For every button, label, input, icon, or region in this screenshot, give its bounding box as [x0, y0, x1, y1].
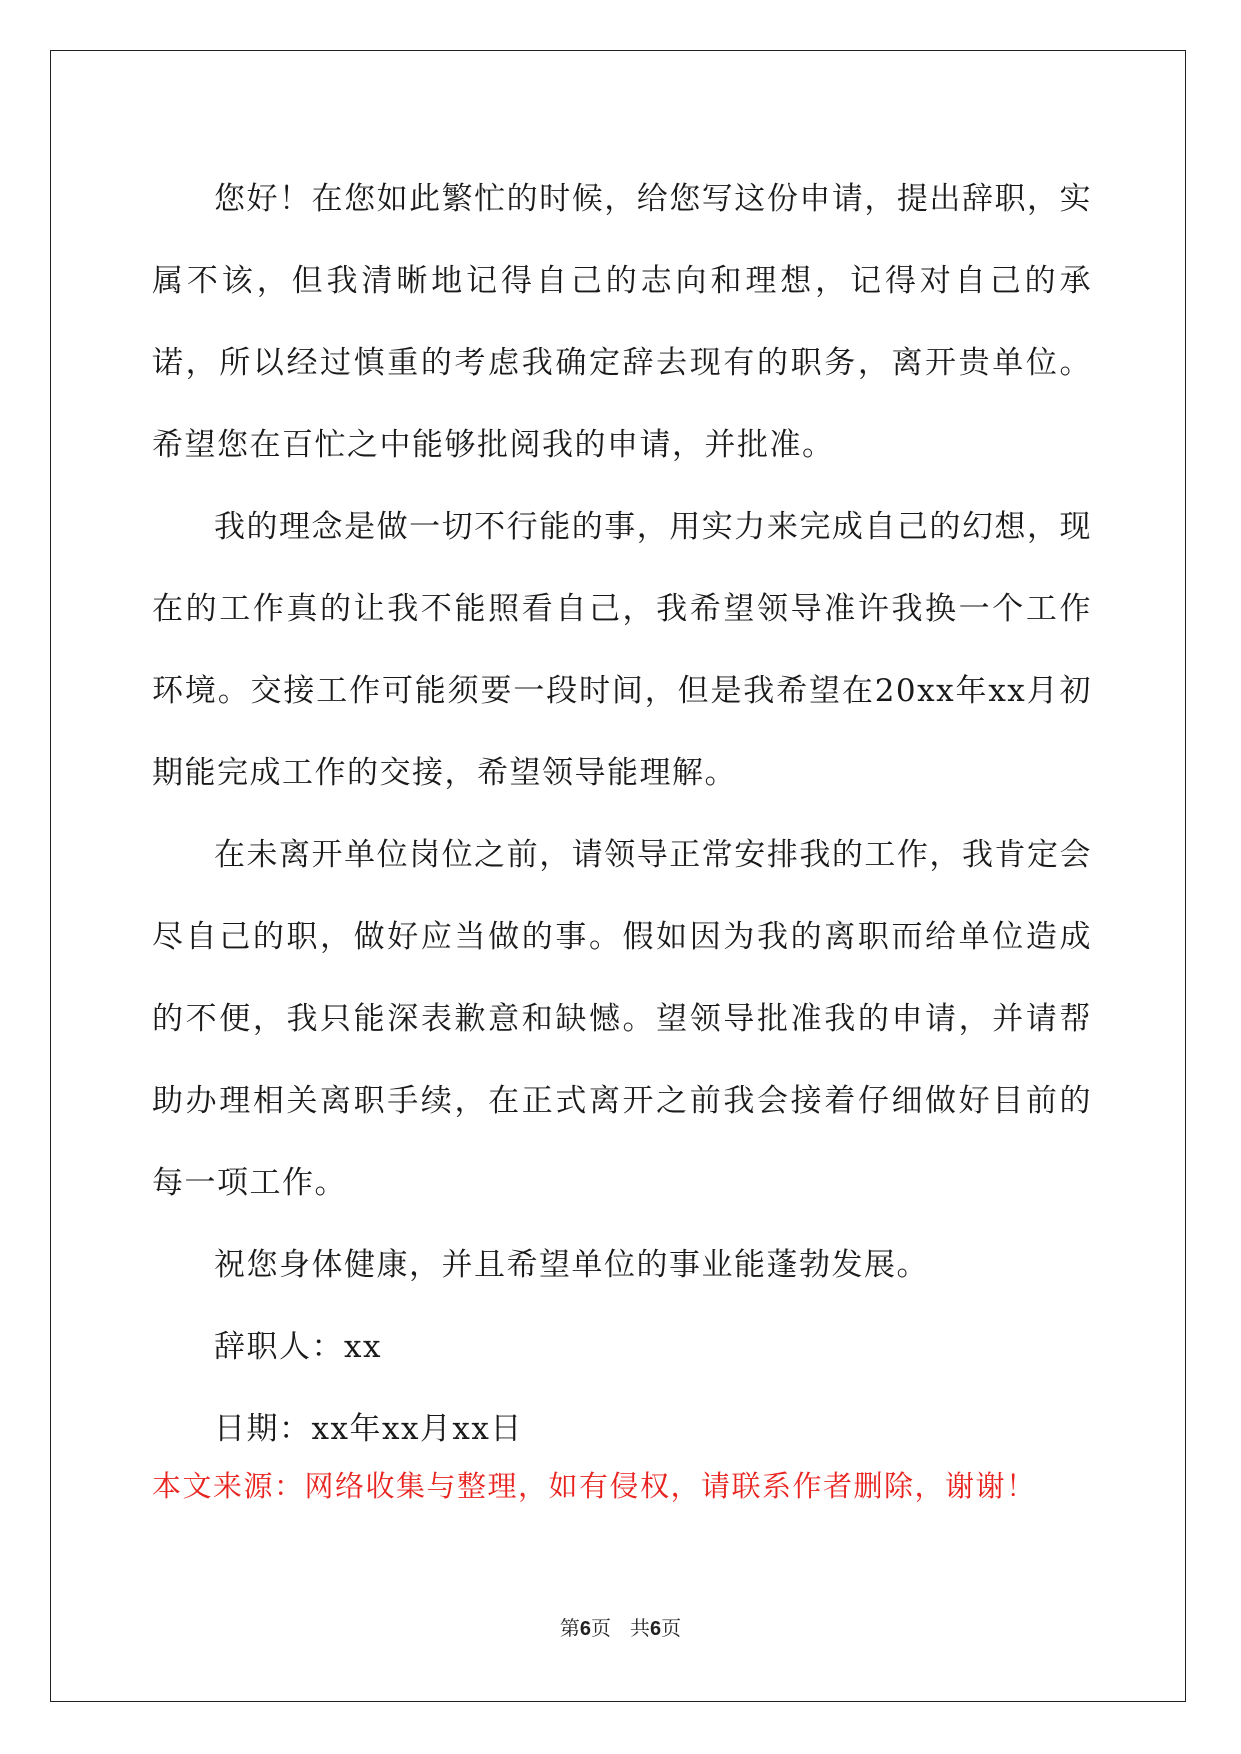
paragraph-wishes: 祝您身体健康，并且希望单位的事业能蓬勃发展。 — [214, 1247, 929, 1283]
footer-current-page: 6 — [579, 1618, 591, 1640]
date-line: 日期：xx年xx月xx日 — [214, 1411, 523, 1447]
signature-line: 辞职人：xx — [214, 1329, 382, 1365]
footer-suffix: 页 — [661, 1616, 682, 1640]
page-footer — [0, 1612, 1241, 1641]
paragraph-reason: 我的理念是做一切不行能的事，用实力来完成自己的幻想，现在的工作真的让我不能照看自己，我希望领导准许我换一个工作环境。交接工作可能须要一段时间，但是我希望在20xx年xx月初期能完成工作的交接，希望领导能理解。 — [152, 509, 1092, 791]
paragraph-handover: 在未离开单位岗位之前，请领导正常安排我的工作，我肯定会尽自己的职，做好应当做的事。假如因为我的离职而给单位造成的不便，我只能深表歉意和缺憾。望领导批准我的申请，并请帮助办理相关离职手续，在正式离开之前我会接着仔细做好目前的每一项工作。 — [152, 837, 1092, 1201]
footer-total-pages: 6 — [650, 1618, 662, 1640]
letter-body — [152, 158, 1092, 1470]
paragraph-greeting: 您好！在您如此繁忙的时候，给您写这份申请，提出辞职，实属不该，但我清晰地记得自己的志向和理想，记得对自己的承诺，所以经过慎重的考虑我确定辞去现有的职务，离开贵单位。希望您在百忙之中能够批阅我的申请，并批准。 — [152, 181, 1092, 463]
footer-prefix: 第 — [559, 1616, 580, 1640]
footer-mid: 页 共 — [590, 1616, 651, 1640]
source-note: 本文来源：网络收集与整理，如有侵权，请联系作者删除，谢谢！ — [152, 1469, 1037, 1503]
